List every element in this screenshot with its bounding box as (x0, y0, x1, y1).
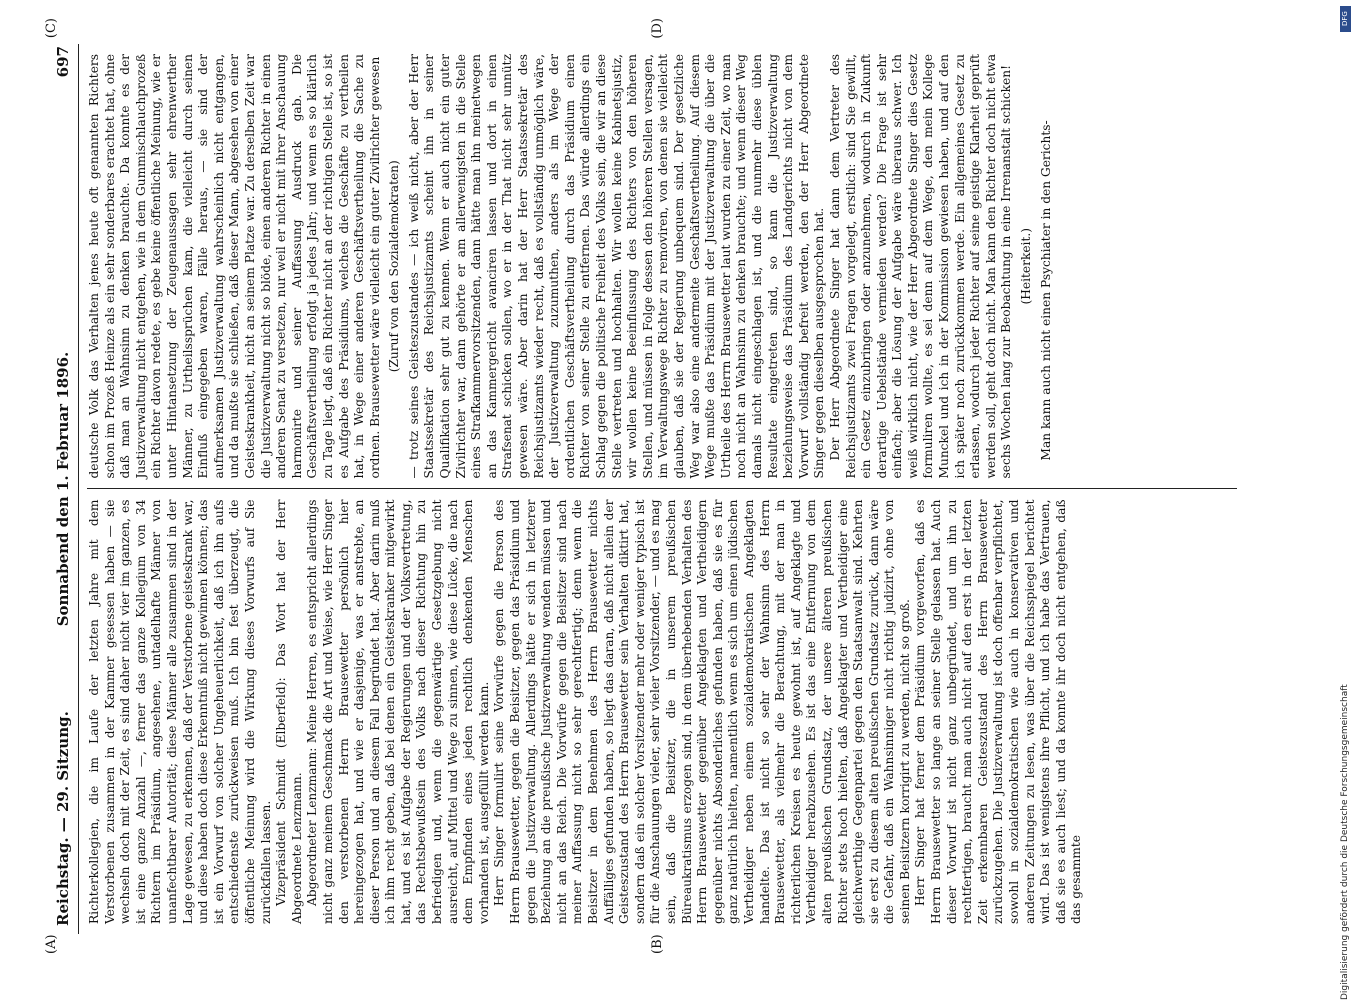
text-columns (87, 44, 1237, 934)
paragraph: Man kann auch nicht einen Psychiater in den Gerichts- (1038, 120, 1053, 461)
paragraph: Der Herr Abgeordnete Singer hat dann dem Vertreter des Reichsjustizamts zwei Fragen vorgelegt, erstlich: sind Sie gewillt, ein Gesetz einzubringen oder anzunehmen, wodurch in Zukunft derartige Uebelstände vermieden werden? Die Frage ist sehr einfach; aber die Lösung der Aufgabe wäre überaus schwer. Ich weiß wirklich nicht, wie der Herr Abgeordnete Singer dies Gesetz formuliren wollte, es sei denn auf dem Wege, den mein Kollege Munckel und ich in der Kommission gewiesen haben, und auf den ich später noch zurückkommen werde. Ein allgemeines Gesetz zu erlassen, wodurch jeder Richter auf seine geistige Klarheit geprüft werden soll, geht doch nicht. Man kann den Richter doch nicht etwa sechs Wochen lang zur Beobachtung in eine Irrenanstalt schicken! (827, 54, 1014, 479)
paragraph: Herr Singer hat ferner dem Präsidium vorgeworfen, daß es Herrn Brausewetter so lange an seiner Stelle gelassen hat. Auch dieser Vorwurf ist nicht ganz unbegründet, und um ihn zu rechtfertigen, braucht man auch nicht auf den erst in der letzten Zeit erkennbaren Geisteszustand des Herrn Brausewetter zurückzugehen. Die Justizverwaltung ist doch offenbar verpflichtet, sowohl in sozialdemokratischen wie auch in konservativen und anderen Zeitungen zu lesen, was über die Reichsspiegel berichtet wird. Das ist wenigstens ihre Pflicht, und ich habe das Vertrauen, daß sie es auch liest; und da konnte ihr doch nicht entgehen, daß das gesammte (913, 499, 1084, 924)
paragraph: Herr Singer formulirt seine Vorwürfe gegen die Person des Herrn Brausewetter, gegen die Beisitzer, gegen das Präsidium und gegen die Justizverwaltung. Allerdings hätte er sich in letzterer Beziehung an die preußische Justizverwaltung wenden müssen und nicht an das Reich. Die Vorwürfe gegen die Beisitzer sind nach meiner Auffassung nicht so sehr gerechtfertigt; denn wenn die Beisitzer in dem Benehmen des Herrn Brausewetter nichts Auffälliges gefunden haben, so liegt das daran, daß nicht allein der Geisteszustand des Herrn Brausewetter sein Verhalten diktirt hat, sondern daß ein solcher Vorsitzender mehr oder weniger typisch ist für die Anschauungen vieler, sehr vieler Vorsitzender, — und es mag sein, daß die Beisitzer, die in unserem preußischen Büreaukratismus erzogen sind, in dem überhebenden Verhalten des Herrn Brausewetter gegenüber Angeklagten und Vertheidigern gegenüber nichts Absonderliches gefunden haben, daß sie es für ganz natürlich hielten, namentlich wenn es sich um einen jüdischen Vertheidiger neben einem sozialdemokratischen Angeklagten handelte. Das ist nicht so sehr der Wahnsinn des Herrn Brausewetter, als vielmehr die Berachtung, mit der man in richterlichen Kreisen es heute gewohnt ist, auf Angeklagte und Vertheidiger herabzusehen. Es ist das eine Entfernung von dem alten preußischen Grundsatz, der unsere älteren preußischen Richter stets hoch hielten, daß Angeklagter und Vertheidiger eine gleichwerthige Gegenpartei gegen den Staatsanwalt sind. Kehrten sie erst zu diesem alten preußischen Grundsatz zurück, dann wäre die Gefahr, daß ein Wahnsinniger nicht richtig judizirt, ohne von seinen Beisitzern korrigirt zu werden, nicht so groß. (492, 499, 912, 924)
interjection: (Zuruf von den Sozialdemokraten) (387, 160, 402, 373)
left-column (87, 490, 1237, 935)
column-divider (87, 489, 1237, 490)
page-number: 697 (54, 46, 72, 78)
paragraph: Richterkollegien, die im Laufe der letzten Jahre mit dem Verstorbenen zusammen in der Kammer gesessen haben — sie wechseln doch mit der Zeit, es sind daher nicht vier im ganzen, es ist eine ganze Anzahl —, ferner das ganze Kollegium von 34 Richtern im Präsidium, angesehene, untadelhafte Männer von unanfechtbarer Autorität; diese Männer alle zusammen sind in der Lage gewesen, zu erkennen, daß der Verstorbene geisteskrank war, und diese haben doch diese Erkenntniß nicht gewinnen können; das ist ein Vorwurf von solcher Ungeheuerlichkeit, daß ich ihn aufs entschiedenste zurückweisen muß. Ich bin fest überzeugt, die öffentliche Meinung wird die Wirkung dieses Vorwurfs auf Sie zurückfallen lassen. (87, 499, 273, 924)
interjection: (Heiterkeit.) (1019, 228, 1034, 305)
paragraph: Abgeordneter Lenzmann: Meine Herren, es entspricht allerdings nicht ganz meinem Geschmack die Art und Weise, wie Herr Singer den verstorbenen Herrn Brausewetter persönlich hier hereingezogen hat, und wie er dasjenige, was er anstrebte, an dieser Person und an diesem Fall begründet hat. Aber darin muß ich ihm recht geben, daß bei denen ein Geisteskranker mitgewirkt hat, und es ist Aufgabe der Regierungen und der Volksvertretung, das Rechtsbewußtsein des Volks nach dieser Richtung hin zu befriedigen und, wenn die gegenwärtige Gesetzgebung nicht ausreicht, auf Mittel und Wege zu sinnen, wie diese Lücke, die nach dem Empfinden eines jeden rechtlich denkenden Menschen vorhanden ist, ausgefüllt werden kann. (305, 499, 491, 924)
digitization-credit: Digitalisierung gefördert durch die Deutsche Forschungsgemeinschaft (1340, 684, 1350, 1000)
paragraph: — trotz seines Geisteszustandes — ich weiß nicht, aber der Herr Staatssekretär des Reichsjustizamts scheint ihn in seiner Qualifikation sehr gut zu kennen. Wenn er auch nicht ein guter Zivilrichter war, dann gehörte er am allerwenigsten in die Stelle eines Strafkammervorsitzenden, dann hätte man ihn meinetwegen an das Kammergericht avanciren lassen und dort in einen Strafsenat schicken sollen, wo er in der That nicht sehr unnütz gewesen wäre. Aber darin hat der Herr Staatssekretär des Reichsjustizamts wieder recht, daß es vollständig unmöglich wäre, der Justizverwaltung zuzumuthen, anders als im Wege der ordentlichen Geschäftsvertheilung durch das Präsidium einen Richter von seiner Stelle zu entfernen. Das würde allerdings ein Schlag gegen die politische Freiheit des Volks sein, die wir an diese Stelle vertreten und hochhalten. Wir wollen keine Kabinetsjustiz, wir wollen keine Beeinflussung des Richters von den höheren Stellen, und müssen in Folge dessen den höheren Stellen versagen, im Verwaltungswege Richter zu removiren, von denen sie vielleicht glauben, daß sie der Regierung unbequem sind. Der gesetzliche Weg war also eine andermeite Geschäftsvertheilung. Auf diesem Wege mußte das Präsidium mit der Justizverwaltung die über die Urtheile des Herrn Brausewetter laut wurden zu einer Zeit, wo man noch nicht an Wahnsinn zu denken brauchte; und wenn dieser Weg damals nicht eingeschlagen ist, und die nunmehr diese üblen Resultate eingetreten sind, so kann die Justizverwaltung beziehungsweise das Präsidium des Landgerichts nicht von dem Vorwurf vollständig befreit werden, den der Herr Abgeordnete Singer gegen dieselben ausgesprochen hat. (406, 54, 827, 479)
margin-marker-a: (A) (44, 934, 59, 954)
header-left: Reichstag. — 29. Sitzung. (54, 711, 72, 926)
page-header (52, 44, 79, 934)
paragraph: Vizepräsident Schmidt (Elberfeld): Das Wort hat der Herr Abgeordnete Lenzmann. (274, 499, 304, 924)
paragraph: deutsche Volk das Verhalten jenes heute oft genannten Richters schon im Prozeß Heinze als ein sehr sonderbares erachtet hat, ohne daß man an Wahnsinn zu denken brauchte. Da konnte es der Justizverwaltung nicht entgehen, wie in dem Gummischlauchprozeß ein Richter davon redete, es gebe keine öffentliche Meinung, wie er unter Hintansetzung der Zeugenaussagen sehr ehrenwerther Männer, zu Urtheilssprüchen kam, die vielleicht durch seinen Einfluß eingegeben waren, Fälle heraus, — sie sind der aufmerksamen Justizverwaltung wahrscheinlich nicht entgangen, und da mußte sie schließen, daß dieser Mann, abgesehen von einer Geisteskrankheit, nicht an seinem Platze war. Zu derselben Zeit war die Justizverwaltung nicht so blöde, einen anderen Richter in einen anderen Senat zu versetzen, nur weil er nicht mit ihrer Anschauung harmonirte und seiner Auffassung Ausdruck gab. Die Geschäftsvertheilung erfolgt ja jedes Jahr; und wenn es so klärlich zu Tage liegt, daß ein Richter nicht an der richtigen Stelle ist, so ist es Aufgabe des Präsidiums, welches die Geschäfte zu vertheilen hat, in Wege einer anderen Geschäftsvertheilung die Sache zu ordnen. Brausewetter wäre vielleicht ein guter Zivilrichter gewesen (87, 54, 382, 479)
margin-marker-d: (D) (650, 18, 665, 39)
header-date: Sonnabend den 1. Februar 1896. (54, 351, 72, 627)
margin-marker-c: (C) (44, 18, 59, 39)
dfg-logo: DFG (1340, 6, 1351, 32)
right-column (87, 44, 1237, 489)
margin-marker-b: (B) (650, 934, 665, 954)
